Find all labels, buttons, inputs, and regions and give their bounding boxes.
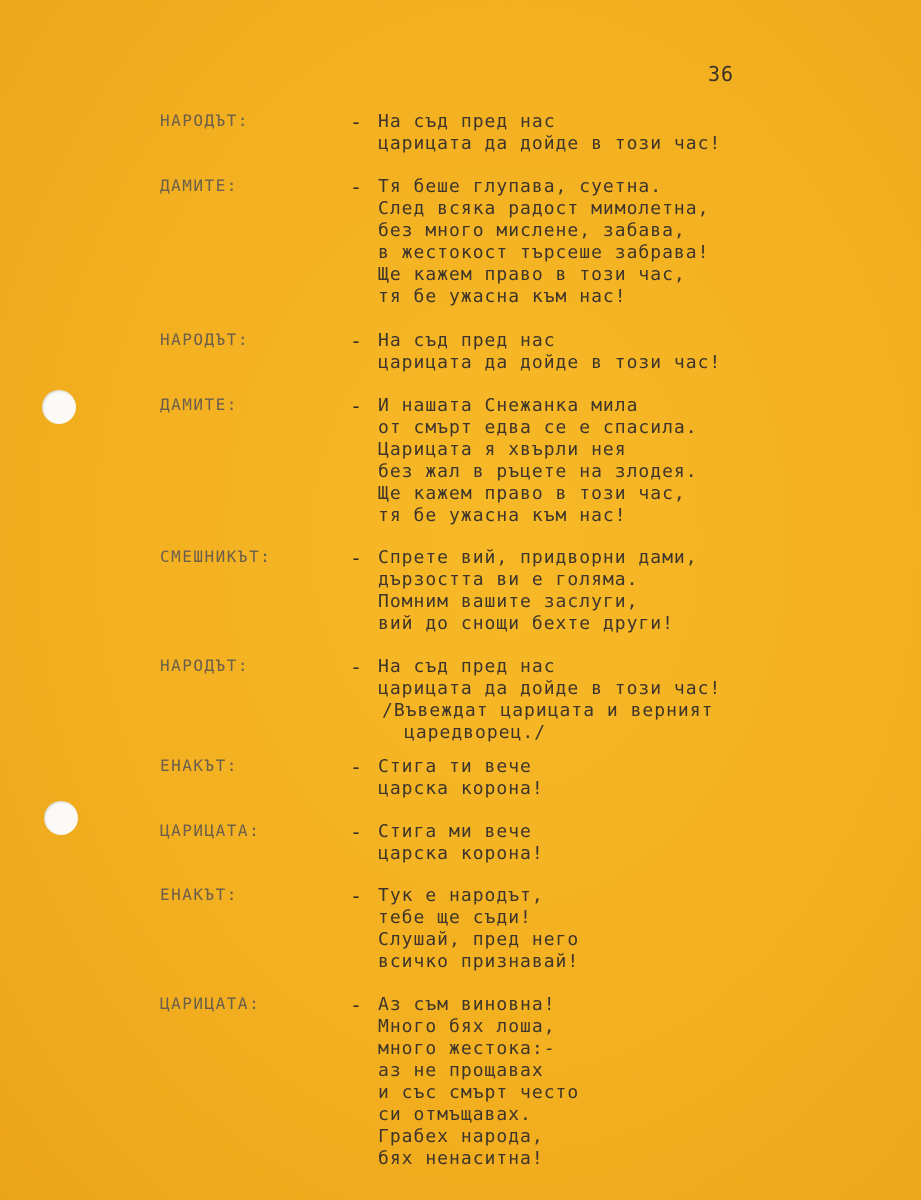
dialogue-line: Тук е народът, <box>378 885 544 906</box>
dialogue-line: тя бе ужасна към нас! <box>378 505 627 526</box>
dialogue-line: царицата да дойде в този час! <box>378 133 722 154</box>
dialogue-line: си отмъщавах. <box>378 1104 532 1125</box>
dialogue-dash: - <box>350 820 363 844</box>
dialogue-lines <box>378 330 721 374</box>
punch-hole-bottom <box>44 801 78 835</box>
dialogue-line: царска корона! <box>378 843 544 864</box>
dialogue-line: На съд пред нас <box>378 330 556 351</box>
page-number: 36 <box>708 62 735 86</box>
speaker-name: НАРОДЪТ: <box>160 330 250 349</box>
dialogue-line: царицата да дойде в този час! <box>378 678 722 699</box>
punch-hole-top <box>42 390 76 424</box>
speaker-name: ДАМИТЕ: <box>160 176 238 195</box>
dialogue-lines <box>378 756 544 800</box>
speaker-name: ЕНАКЪТ: <box>160 756 238 775</box>
dialogue-dash: - <box>350 110 363 134</box>
dialogue-line: Тя беше глупава, суетна. <box>378 176 663 197</box>
dialogue-dash: - <box>350 546 363 570</box>
speaker-name: НАРОДЪТ: <box>160 656 250 675</box>
dialogue-dash: - <box>350 394 363 418</box>
dialogue-line: Стига ти вече <box>378 756 532 777</box>
dialogue-line: всичко признавай! <box>378 951 580 972</box>
dialogue-dash: - <box>350 755 363 779</box>
dialogue-line: Слушай, пред него <box>378 929 580 950</box>
dialogue-line: тебе ще съди! <box>378 907 532 928</box>
speaker-name: СМЕШНИКЪТ: <box>160 547 272 566</box>
dialogue-lines <box>378 111 721 155</box>
dialogue-line: дързостта ви е голяма. <box>378 569 639 590</box>
dialogue-line: в жестокост търсеше забрава! <box>378 242 710 263</box>
dialogue-lines <box>378 885 579 973</box>
dialogue-line: и със смърт често <box>378 1082 580 1103</box>
stage-direction: царедворец./ <box>404 722 547 743</box>
dialogue-line: Аз съм виновна! <box>378 994 556 1015</box>
dialogue-line: царска корона! <box>378 778 544 799</box>
dialogue-lines <box>378 395 698 527</box>
dialogue-dash: - <box>350 655 363 679</box>
dialogue-line: тя бе ужасна към нас! <box>378 286 627 307</box>
speaker-name: ДАМИТЕ: <box>160 395 238 414</box>
stage-direction: /Въвеждат царицата и верният <box>382 700 714 721</box>
dialogue-line: без много мислене, забава, <box>378 220 686 241</box>
dialogue-line: Спрете вий, придворни дами, <box>378 547 698 568</box>
dialogue-line: аз не прощавах <box>378 1060 544 1081</box>
dialogue-line: от смърт едва се е спасила. <box>378 417 698 438</box>
dialogue-line: Помним вашите заслуги, <box>378 591 639 612</box>
dialogue-line: вий до снощи бехте други! <box>378 613 674 634</box>
dialogue-lines <box>378 176 709 308</box>
dialogue-line: След всяка радост мимолетна, <box>378 198 710 219</box>
dialogue-dash: - <box>350 329 363 353</box>
dialogue-line: царицата да дойде в този час! <box>378 352 722 373</box>
dialogue-line: На съд пред нас <box>378 656 556 677</box>
speaker-name: НАРОДЪТ: <box>160 111 250 130</box>
dialogue-line: Грабех народа, <box>378 1126 544 1147</box>
dialogue-line: бях ненаситна! <box>378 1148 544 1169</box>
speaker-name: ЦАРИЦАТА: <box>160 821 261 840</box>
dialogue-lines <box>378 821 544 865</box>
dialogue-line: много жестока:- <box>378 1038 556 1059</box>
dialogue-lines <box>378 547 698 635</box>
dialogue-lines <box>378 994 579 1170</box>
dialogue-line: Ще кажем право в този час, <box>378 264 686 285</box>
speaker-name: ЦАРИЦАТА: <box>160 994 261 1013</box>
dialogue-line: Много бях лоша, <box>378 1016 556 1037</box>
dialogue-line: На съд пред нас <box>378 111 556 132</box>
dialogue-line: без жал в ръцете на злодея. <box>378 461 698 482</box>
dialogue-dash: - <box>350 175 363 199</box>
speaker-name: ЕНАКЪТ: <box>160 885 238 904</box>
dialogue-line: Царицата я хвърли нея <box>378 439 627 460</box>
dialogue-dash: - <box>350 993 363 1017</box>
dialogue-line: Ще кажем право в този час, <box>378 483 686 504</box>
dialogue-line: И нашата Снежанка мила <box>378 395 639 416</box>
dialogue-dash: - <box>350 884 363 908</box>
dialogue-line: Стига ми вече <box>378 821 532 842</box>
dialogue-lines <box>378 656 721 744</box>
